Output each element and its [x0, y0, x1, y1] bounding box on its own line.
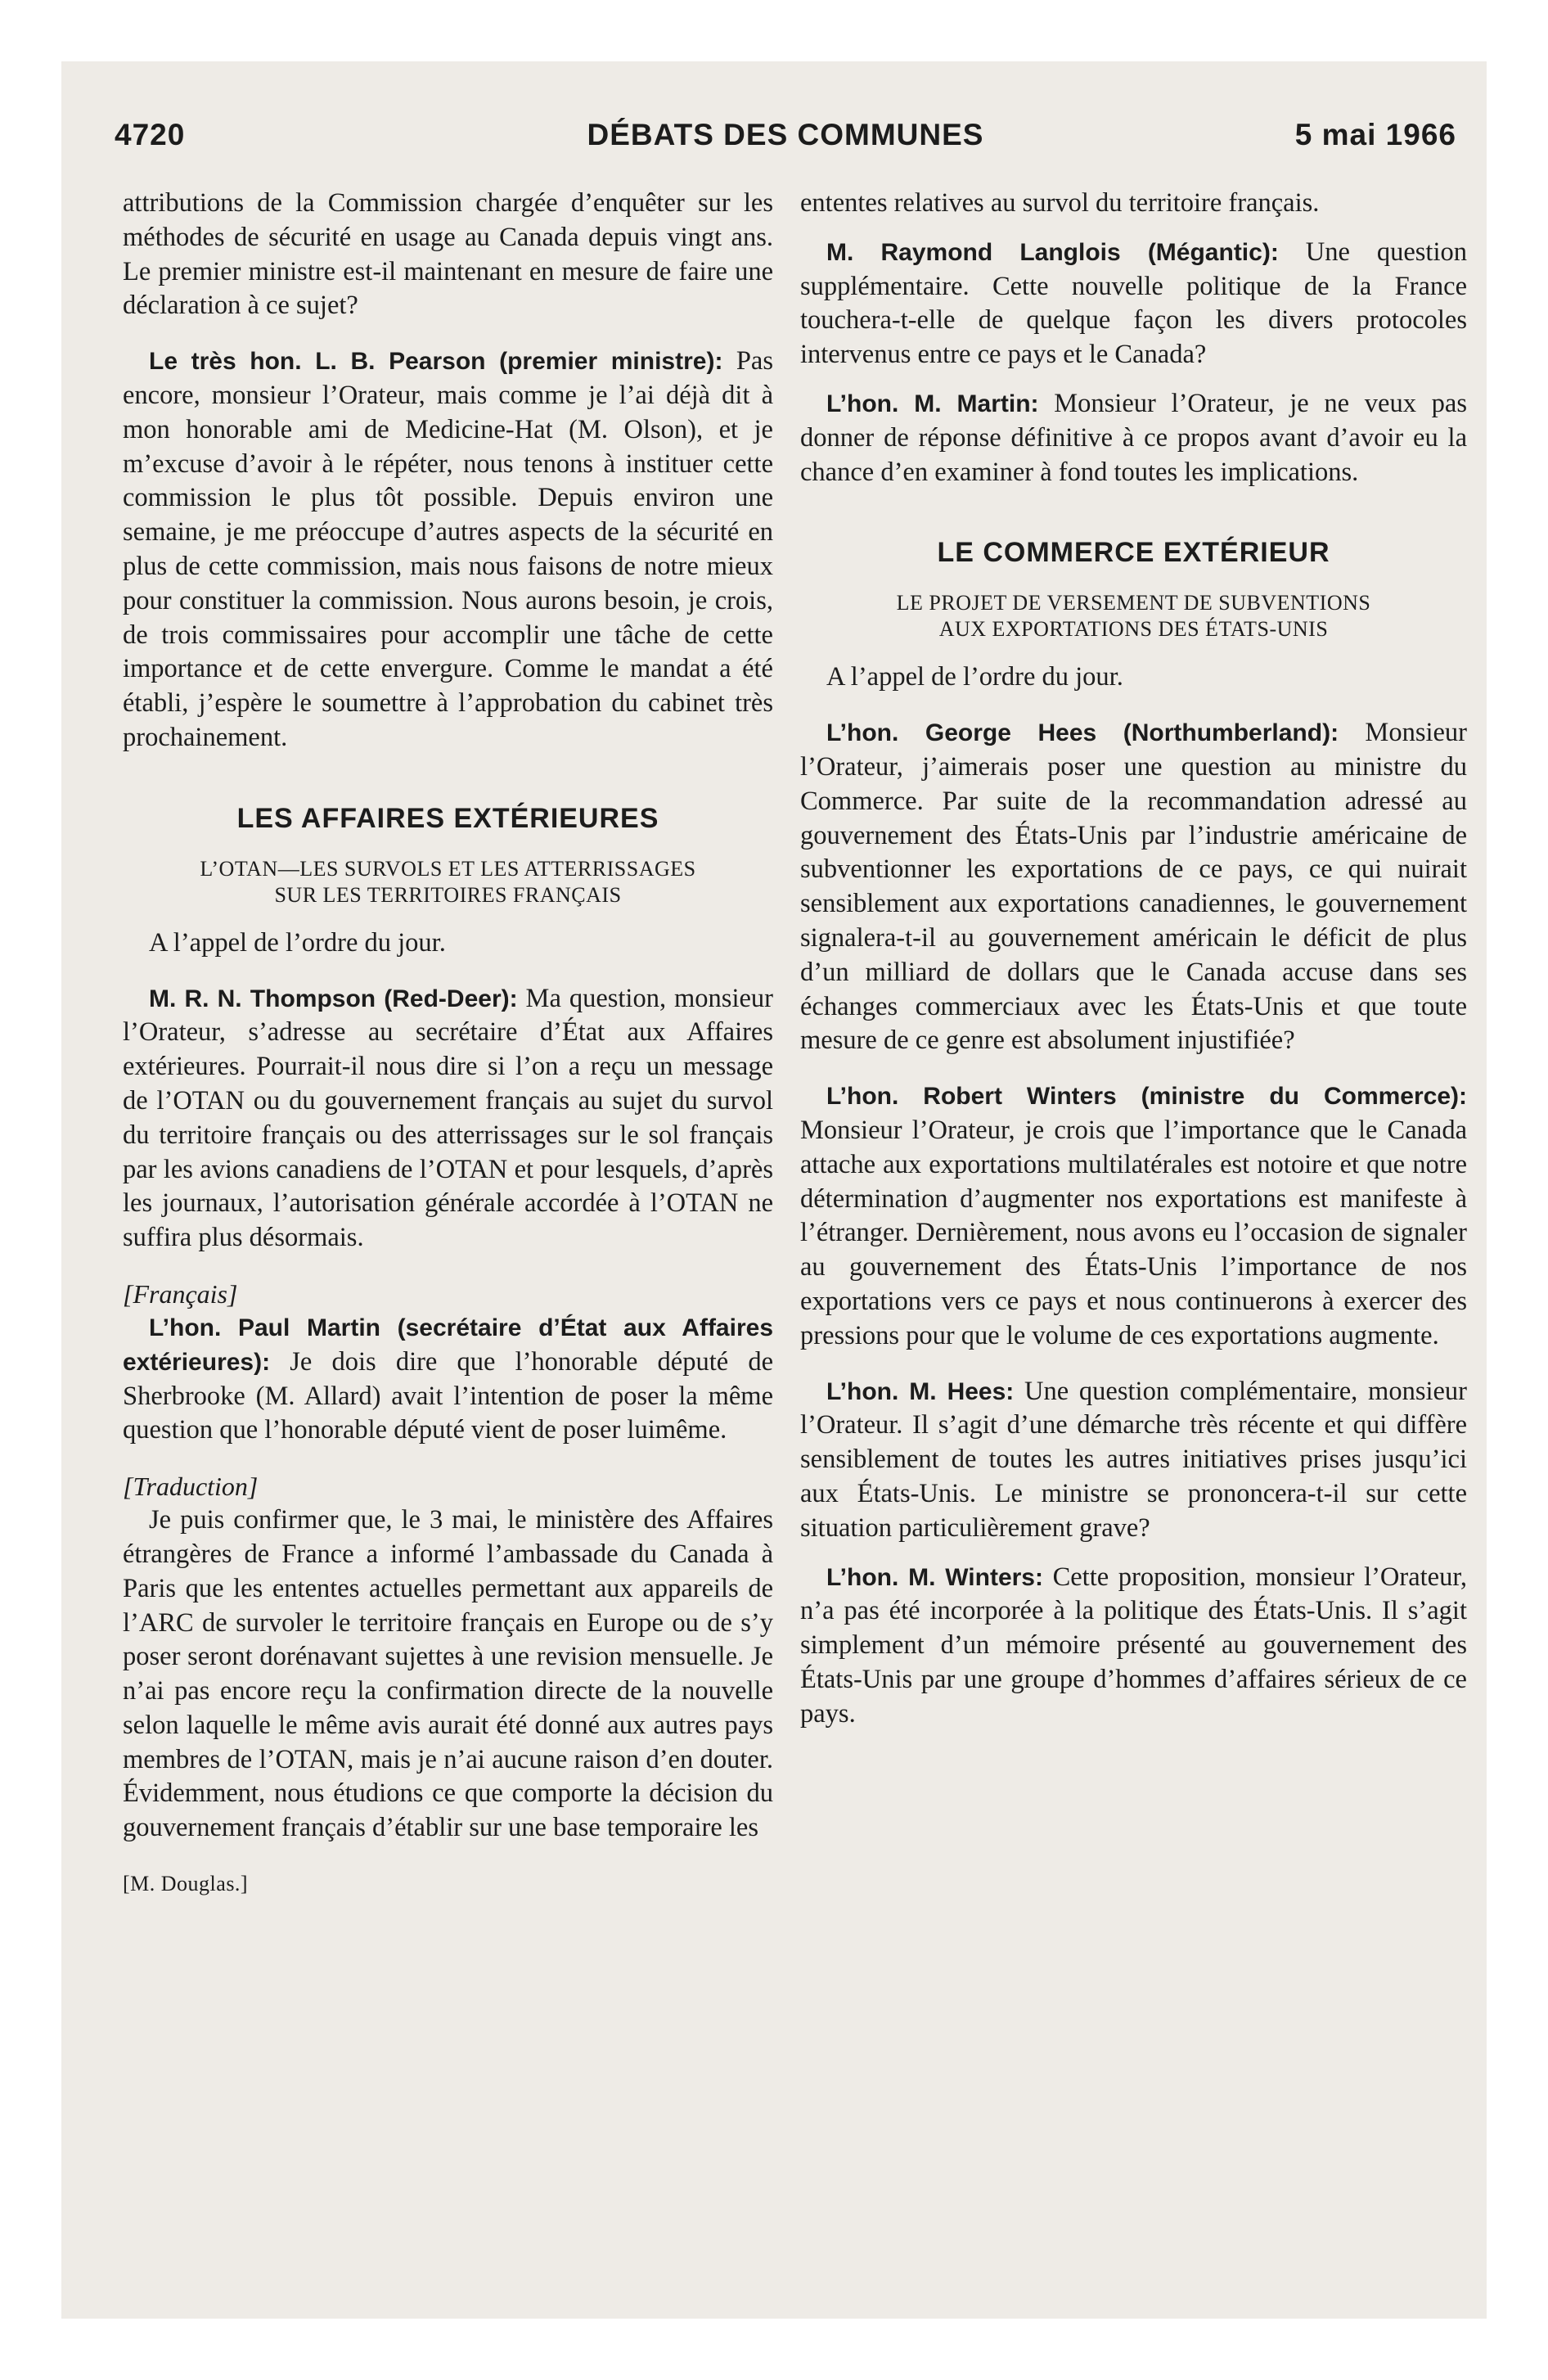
subsection-line: SUR LES TERRITOIRES FRANÇAIS [274, 882, 622, 907]
order-of-day: A l’appel de l’ordre du jour. [826, 662, 1123, 692]
journal-title: DÉBATS DES COMMUNES [587, 118, 984, 151]
speaker-name: L’hon. M. Hees: [826, 1377, 1015, 1405]
paragraph [123, 1311, 773, 1448]
speech-text: Je dois dire que l’honorable député de Sherbrooke (M. Allard) avait l’intention de poser la même question que l’honorable député vient de poser luimême. [123, 1346, 773, 1445]
language-marker: [Français] [123, 1278, 238, 1309]
paragraph: attributions de la Commission chargée d’enquêter sur les méthodes de sécurité en usage au Canada depuis vingt ans. Le premier ministre est-il maintenant en mesure de faire une déclaration à ce sujet? [123, 188, 773, 321]
speaker-name: L’hon. Robert Winters (ministre du Commerce): [826, 1083, 1467, 1111]
page-date: 5 mai 1966 [1294, 118, 1456, 151]
subsection-heading [800, 590, 1467, 642]
speaker-name: L’hon. George Hees (Northumberland): [826, 719, 1339, 747]
speech-text: Monsieur l’Orateur, je crois que l’importance que le Canada attache aux exportations multilatérales est notoire et que notre détermination d’augmenter nos exportations est manifeste à l’étranger. Dernièrement, nous avons eu l’occasion de signaler au gouvernement des États-Unis l’importance de nos exportations vers ce pays et nous continuerons à exercer des pressions pour que le volume de ces exportations augmente. [800, 1115, 1467, 1350]
subsection-heading [123, 856, 773, 908]
speaker-name: L’hon. Paul Martin (secrétaire d’État aux Affaires extérieures): [123, 1314, 773, 1376]
speech-text: Une question supplémentaire. Cette nouvelle politique de la France touchera-t-elle de quelque façon les divers protocoles intervenus entre ce pays et le Canada? [800, 237, 1467, 370]
speech-text: Monsieur l’Orateur, je ne veux pas donner de réponse définitive à ce propos avant d’avoir eu la chance d’en examiner à fond toutes les implications. [800, 388, 1467, 487]
paragraph [800, 1375, 1467, 1546]
page-number: 4720 [115, 118, 186, 151]
speech-text: Monsieur l’Orateur, j’aimerais poser une question au ministre du Commerce. Par suite de la recommandation adressé au gouvernement des États-Unis par l’industrie américaine de subventionner les exportations de ce pays, ce qui nuirait sensiblement aux exportations canadiennes, le gouvernement signalera-t-il au gouvernement américain le déficit de plus d’un milliard de dollars que le Canada accuse dans ses échanges commerciaux avec les États-Unis et que toute mesure de ce genre est absolument injustifiée? [800, 718, 1468, 1056]
paragraph [800, 236, 1467, 372]
subsection-line: LE PROJET DE VERSEMENT DE SUBVENTIONS [896, 591, 1371, 615]
speech-text: Ma question, monsieur l’Orateur, s’adresse au secrétaire d’État aux Affaires extérieures. Pourrait-il nous dire si l’on a reçu un message de l’OTAN ou du gouvernement français au sujet du survol du territoire français ou des atterrissages sur le sol français par les avions canadiens de l’OTAN et pour lesquels, d’après les journaux, l’autorisation générale accordée à l’OTAN ne suffira plus désormais. [123, 983, 773, 1253]
speech-text: Pas encore, monsieur l’Orateur, mais comme je l’ai déjà dit à mon honorable ami de Medicine-Hat (M. Olson), et je m’excuse d’avoir à le répéter, nous tenons à instituer cette commission le plus tôt possible. Depuis environ une semaine, je me préoccupe d’autres aspects de la sécurité en plus de cette commission, mais nous faisons de notre mieux pour constituer la commission. Nous aurons besoin, je crois, de trois commissaires pour accomplir une tâche de cette importance et de cette envergure. Comme le mandat a été établi, j’espère le soumettre à l’approbation du cabinet très prochainement. [123, 346, 773, 752]
footer-note: [M. Douglas.] [123, 1872, 249, 1896]
speech-text: Une question complémentaire, monsieur l’Orateur. Il s’agit d’une démarche très récente et qui diffère sensiblement de toutes les autres initiatives prises jusqu’ici aux États-Unis. Le ministre se prononcera-t-il sur cette situation particulièrement grave? [800, 1376, 1467, 1543]
paragraph [800, 716, 1467, 1058]
paragraph [800, 387, 1467, 489]
speech-text: Cette proposition, monsieur l’Orateur, n’a pas été incorporée à la politique des États-Unis. Il s’agit simplement d’un mémoire présenté au gouvernement des États-Unis par une groupe d’hommes d’affaires sérieux de ce pays. [800, 1562, 1467, 1729]
section-heading: LE COMMERCE EXTÉRIEUR [937, 537, 1330, 569]
section-heading: LES AFFAIRES EXTÉRIEURES [236, 802, 659, 834]
paragraph [800, 1561, 1467, 1732]
order-of-day: A l’appel de l’ordre du jour. [149, 927, 446, 958]
paragraph [123, 345, 773, 755]
speaker-name: M. Raymond Langlois (Mégantic): [826, 238, 1279, 266]
right-column [800, 187, 1467, 1731]
page-header [115, 118, 1456, 167]
language-marker: [Traduction] [123, 1472, 259, 1502]
paragraph [800, 1080, 1467, 1353]
subsection-line: AUX EXPORTATIONS DES ÉTATS-UNIS [938, 617, 1329, 642]
speaker-name: Le très hon. L. B. Pearson (premier ministre): [149, 348, 723, 376]
paragraph: Je puis confirmer que, le 3 mai, le ministère des Affaires étrangères de France a informé l’ambassade du Canada à Paris que les ententes actuelles permettant aux appareils de l’ARC de survoler le territoire français en Europe ou de s’y poser seront dorénavant sujettes à une revision mensuelle. Je n’ai pas encore reçu la confirmation directe de la nouvelle selon laquelle le même avis aurait été donné aux autres pays membres de l’OTAN, mais je n’ai aucune raison d’en douter. Évidemment, nous étudions ce que comporte la décision du gouvernement français d’établir sur une base temporaire les [123, 1505, 773, 1843]
speaker-name: L’hon. M. Winters: [826, 1563, 1043, 1591]
speaker-name: L’hon. M. Martin: [826, 390, 1039, 417]
paragraph [123, 982, 773, 1255]
subsection-line: L’OTAN—LES SURVOLS ET LES ATTERRISSAGES [200, 856, 696, 881]
left-column [123, 187, 773, 1896]
paragraph: ententes relatives au survol du territoire français. [800, 188, 1320, 218]
speaker-name: M. R. N. Thompson (Red-Deer): [149, 985, 518, 1012]
